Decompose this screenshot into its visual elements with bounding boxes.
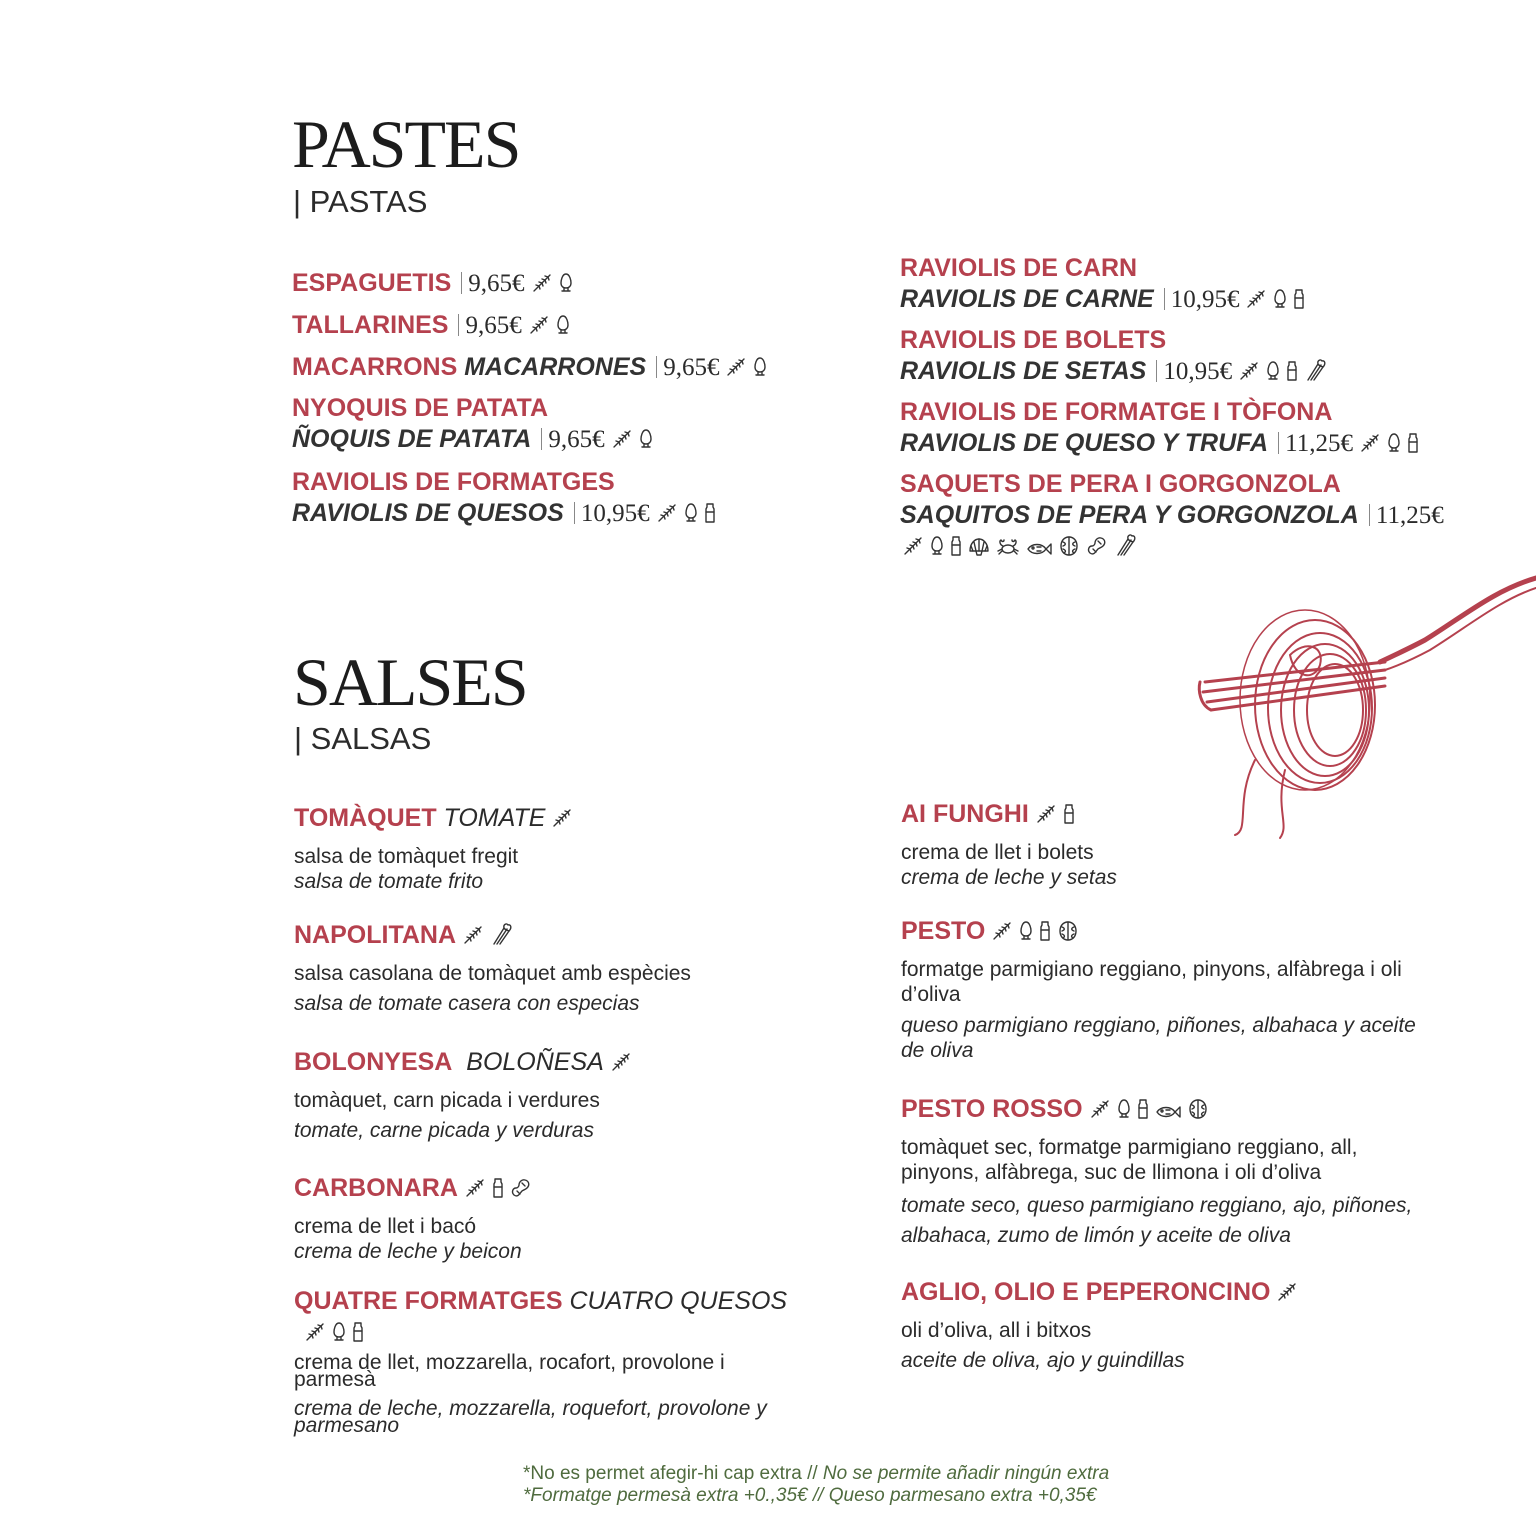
salses-subtitle: | SALSAS [294, 721, 432, 756]
allergen-icons [1245, 286, 1311, 318]
separator [574, 502, 575, 524]
milk-icon [1137, 1097, 1149, 1128]
pasta-name: TALLARINES [292, 311, 449, 339]
peanut-icon [1086, 534, 1108, 565]
egg-icon [684, 501, 698, 532]
sauce-name: BOLONYESA [294, 1048, 453, 1076]
wheat-icon [1035, 802, 1057, 833]
egg-icon [559, 271, 573, 302]
pasta-item-tallarines [292, 310, 576, 341]
wheat-icon [1359, 431, 1381, 462]
price: 11,25€ [1375, 502, 1444, 529]
sauce-name: CARBONARA [294, 1174, 458, 1202]
sauce-name: NAPOLITANA [294, 921, 457, 949]
pasta-name-es: RAVIOLIS DE QUESO Y TRUFA [900, 429, 1269, 457]
fish-icon [1026, 534, 1052, 565]
sauce-name-es: BOLOÑESA [466, 1048, 604, 1076]
walnut-icon [1058, 534, 1080, 565]
sauce-desc-es: aceite de oliva, ajo y guindillas [901, 1349, 1185, 1372]
egg-icon [753, 355, 767, 386]
sauce-desc-ca: crema de llet, mozzarella, rocafort, provolone i parmesà [294, 1351, 725, 1391]
wheat-icon [528, 313, 550, 344]
egg-icon [1387, 431, 1401, 462]
sauce-desc-es: tomate, carne picada y verduras [294, 1119, 594, 1142]
egg-icon [556, 313, 570, 344]
price: 10,95€ [580, 500, 650, 527]
allergen-icons [304, 1319, 370, 1351]
milk-icon [704, 501, 716, 532]
pasta-item-raviolis-carn [900, 253, 1311, 315]
allergen-icons [902, 533, 1142, 565]
wheat-icon [611, 427, 633, 458]
egg-icon [1117, 1097, 1131, 1128]
fish-icon [1155, 1097, 1181, 1128]
sauce-desc-es: queso parmigiano reggiano, piñones, albahaca y aceite de oliva [901, 1014, 1416, 1062]
wheat-icon [991, 919, 1013, 950]
sauce-desc-ca: crema de llet i bacó [294, 1215, 477, 1238]
footer-line1-ca: *No es permet afegir-hi cap extra // [523, 1463, 818, 1484]
price: 9,65€ [663, 354, 720, 381]
wheat-icon [531, 271, 553, 302]
sauce-item-napolitana [294, 920, 691, 1016]
separator [541, 428, 542, 450]
pasta-name: ESPAGUETIS [292, 269, 452, 297]
shell-icon [968, 534, 990, 565]
milk-icon [1286, 359, 1298, 390]
celery-icon [1304, 358, 1326, 390]
sauce-desc-ca: tomàquet, carn picada i verdures [294, 1089, 600, 1112]
wheat-icon [462, 923, 484, 954]
sauce-desc-es: crema de leche, mozzarella, roquefort, provolone y parmesano [294, 1397, 767, 1437]
pasta-name-es: RAVIOLIS DE QUESOS [292, 499, 564, 527]
milk-icon [1407, 431, 1419, 462]
allergen-icons [531, 270, 579, 302]
sauce-item-pesto [901, 916, 1431, 1063]
separator [656, 356, 657, 378]
milk-icon [492, 1176, 504, 1207]
price: 10,95€ [1163, 358, 1233, 385]
price: 9,65€ [548, 426, 605, 453]
celery-icon [490, 922, 512, 954]
wheat-icon [656, 501, 678, 532]
pasta-name: SAQUETS DE PERA I GORGONZOLA [900, 470, 1341, 498]
milk-icon [1293, 287, 1305, 318]
allergen-icons [725, 354, 773, 386]
separator [1369, 504, 1370, 526]
allergen-icons [611, 426, 659, 458]
allergen-icons [610, 1049, 638, 1081]
wheat-icon [304, 1320, 326, 1351]
sauce-desc-es: salsa de tomate casera con especias [294, 992, 640, 1015]
wheat-icon [610, 1050, 632, 1081]
allergen-icons [528, 312, 576, 344]
pasta-name: RAVIOLIS DE CARN [900, 254, 1138, 282]
sauce-item-tomaquet [294, 803, 579, 894]
sauce-name: TOMÀQUET [294, 804, 437, 832]
allergen-icons [1238, 358, 1332, 390]
sauce-desc-ca: oli d’oliva, all i bitxos [901, 1319, 1092, 1342]
sauce-desc-es: tomate seco, queso parmigiano reggiano, ajo, piñones, albahaca, zumo de limón y aceite de oliva [901, 1194, 1413, 1247]
walnut-icon [1187, 1097, 1209, 1128]
allergen-icons [656, 500, 722, 532]
separator [1156, 360, 1157, 382]
fork-pasta-illustration [1195, 570, 1536, 840]
allergen-icons [1089, 1096, 1215, 1128]
allergen-icons [1276, 1279, 1304, 1311]
sauce-desc-es: crema de leche y beicon [294, 1240, 522, 1263]
sauce-name: PESTO [901, 917, 986, 945]
price: 10,95€ [1170, 286, 1240, 313]
pasta-name: RAVIOLIS DE FORMATGE I TÒFONA [900, 398, 1333, 426]
sauce-desc-ca: crema de llet i bolets [901, 841, 1094, 864]
separator [1278, 432, 1279, 454]
sauce-desc-ca: tomàquet sec, formatge parmigiano reggiano, all, pinyons, alfàbrega, suc de llimona i oli d’oliva [901, 1136, 1358, 1184]
sauce-name: QUATRE FORMATGES [294, 1287, 563, 1315]
footer-note [523, 1463, 1109, 1507]
peanut-icon [510, 1176, 532, 1207]
pasta-item-saquets [900, 469, 1444, 562]
wheat-icon [464, 1176, 486, 1207]
allergen-icons [1035, 801, 1081, 833]
separator [1164, 288, 1165, 310]
egg-icon [1019, 919, 1033, 950]
wheat-icon [1089, 1097, 1111, 1128]
sauce-item-ai-funghi [901, 799, 1117, 890]
price: 9,65€ [465, 312, 522, 339]
crab-icon [996, 534, 1020, 565]
pasta-item-raviolis-formatges [292, 467, 722, 529]
sauce-name: AI FUNGHI [901, 800, 1029, 828]
milk-icon [352, 1320, 364, 1351]
pasta-name-es: SAQUITOS DE PERA Y GORGONZOLA [900, 501, 1359, 529]
egg-icon [1266, 359, 1280, 390]
pastes-subtitle: | PASTAS [293, 184, 428, 219]
footer-line2: *Formatge permesà extra +0.,35€ // Queso parmesano extra +0,35€ [523, 1485, 1097, 1506]
sauce-desc-ca: salsa casolana de tomàquet amb espècies [294, 962, 691, 985]
egg-icon [930, 534, 944, 565]
celery-icon [1114, 533, 1136, 565]
wheat-icon [551, 806, 573, 837]
wheat-icon [725, 355, 747, 386]
allergen-icons [1359, 430, 1425, 462]
allergen-icons [464, 1175, 538, 1207]
milk-icon [1039, 919, 1051, 950]
sauce-name-es: CUATRO QUESOS [569, 1287, 788, 1315]
allergen-icons [991, 918, 1085, 950]
pasta-item-raviolis-tofona [900, 397, 1425, 459]
sauce-desc-es: crema de leche y setas [901, 866, 1117, 889]
walnut-icon [1057, 919, 1079, 950]
separator [461, 272, 462, 294]
pastes-title: PASTES [292, 106, 520, 182]
sauce-name: AGLIO, OLIO E PEPERONCINO [901, 1278, 1271, 1306]
egg-icon [332, 1320, 346, 1351]
salses-title: SALSES [293, 644, 527, 720]
pasta-name: MACARRONS [292, 353, 458, 381]
pasta-item-macarrons [292, 352, 773, 383]
egg-icon [639, 427, 653, 458]
pasta-item-espaguetis [292, 268, 579, 299]
sauce-desc-es: salsa de tomate frito [294, 870, 484, 893]
pasta-name-es: MACARRONES [464, 353, 647, 381]
sauce-item-carbonara [294, 1173, 538, 1264]
wheat-icon [902, 534, 924, 565]
milk-icon [950, 534, 962, 565]
sauce-name: PESTO ROSSO [901, 1095, 1083, 1123]
pasta-item-nyoquis [292, 393, 659, 455]
pasta-name: NYOQUIS DE PATATA [292, 394, 549, 422]
sauce-item-pesto-rosso [901, 1094, 1431, 1251]
sauce-item-aglio-olio [901, 1277, 1304, 1373]
price: 9,65€ [468, 270, 525, 297]
milk-icon [1063, 802, 1075, 833]
pasta-name-es: RAVIOLIS DE CARNE [900, 285, 1154, 313]
pasta-name: RAVIOLIS DE BOLETS [900, 326, 1167, 354]
sauce-desc-ca: salsa de tomàquet fregit [294, 845, 519, 868]
pasta-name-es: RAVIOLIS DE SETAS [900, 357, 1147, 385]
sauce-item-quatre-formatges [294, 1286, 814, 1437]
wheat-icon [1276, 1280, 1298, 1311]
wheat-icon [1245, 287, 1267, 318]
pasta-name-es: ÑOQUIS DE PATATA [292, 425, 532, 453]
allergen-icons [551, 805, 579, 837]
allergen-icons [462, 922, 518, 954]
wheat-icon [1238, 359, 1260, 390]
egg-icon [1273, 287, 1287, 318]
sauce-item-bolonyesa [294, 1047, 638, 1143]
sauce-name-es: TOMATE [443, 804, 546, 832]
separator [458, 314, 459, 336]
pasta-name: RAVIOLIS DE FORMATGES [292, 468, 615, 496]
footer-line1-es: No se permite añadir ningún extra [822, 1463, 1110, 1484]
price: 11,25€ [1285, 430, 1353, 457]
pasta-item-raviolis-bolets [900, 325, 1332, 387]
sauce-desc-ca: formatge parmigiano reggiano, pinyons, alfàbrega i oli d’oliva [901, 958, 1402, 1006]
